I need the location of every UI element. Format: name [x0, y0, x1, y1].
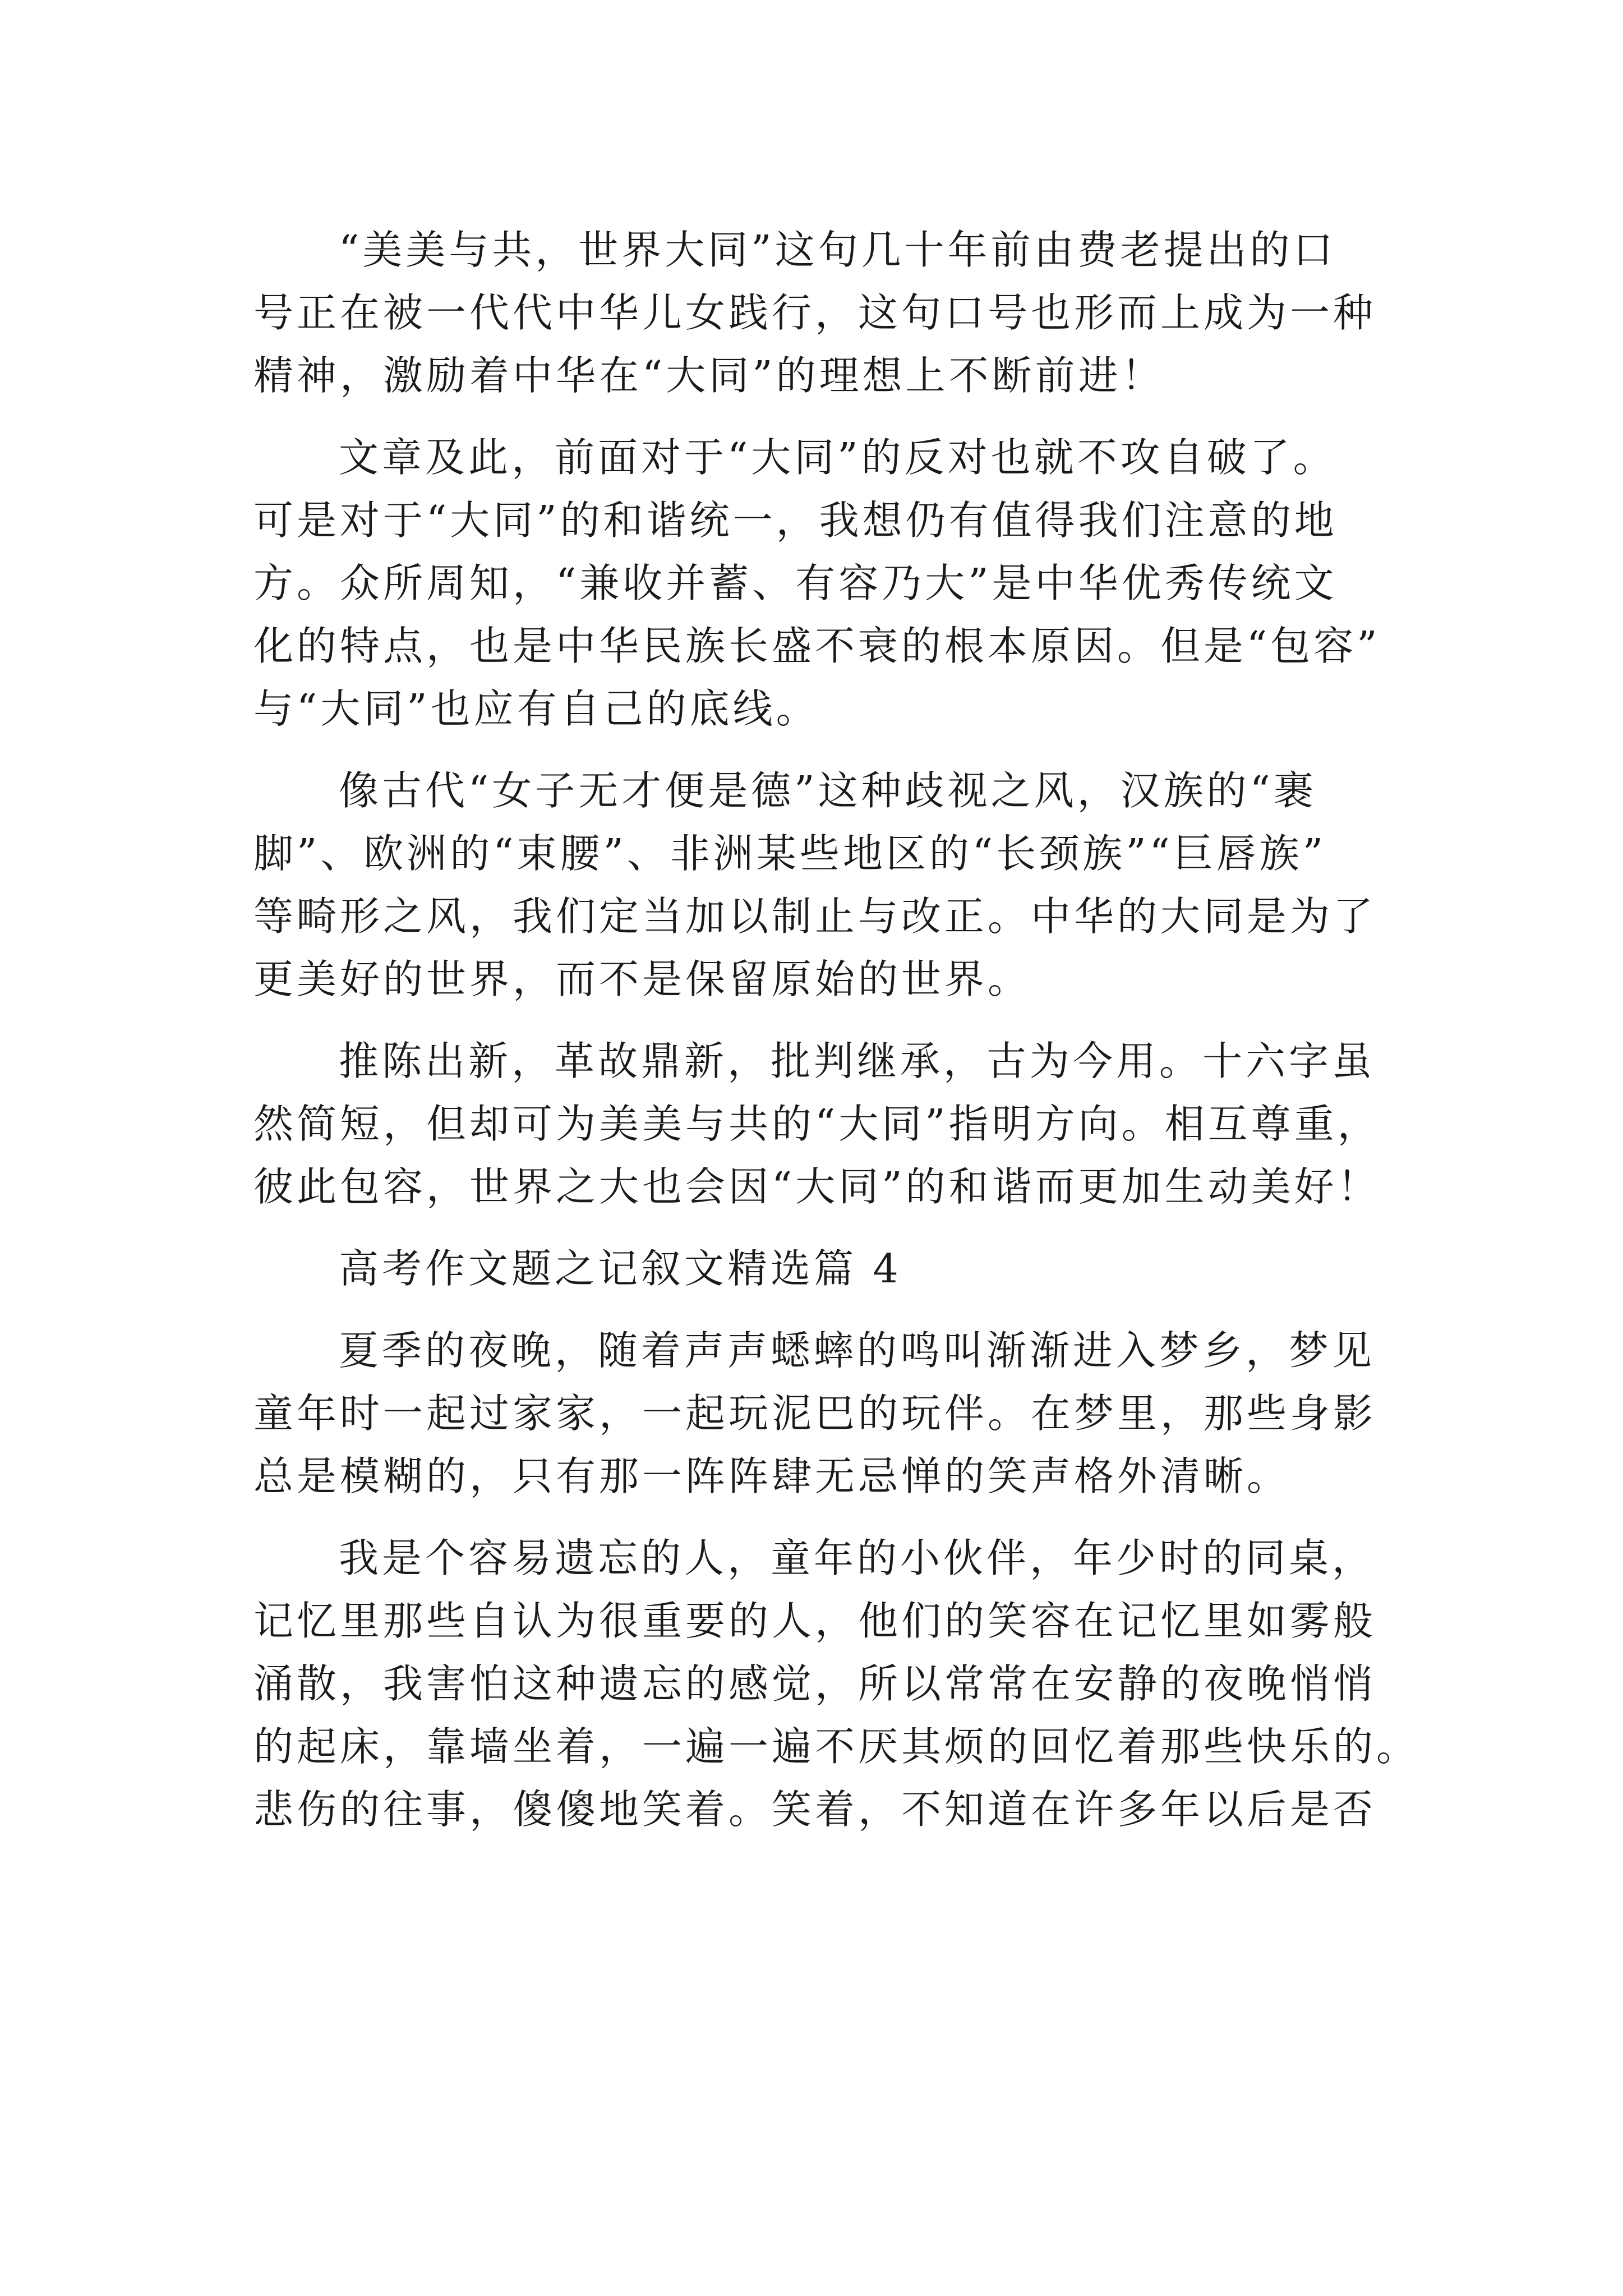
paragraph-6-line-4: 的起床，靠墙坐着，一遍一遍不厌其烦的回忆着那些快乐的。: [253, 1723, 1420, 1770]
paragraph-4-line-1: 推陈出新，革故鼎新，批判继承，古为今用。十六字虽: [339, 1038, 1376, 1084]
paragraph-4-line-2: 然简短，但却可为美美与共的“大同”指明方向。相互尊重，: [253, 1101, 1381, 1147]
paragraph-3-line-4: 更美好的世界，而不是保留原始的世界。: [253, 956, 1031, 1002]
paragraph-2-line-3: 方。众所周知，“兼收并蓄、有容乃大”是中华优秀传统文: [253, 560, 1338, 606]
paragraph-5-line-2: 童年时一起过家家，一起玩泥巴的玩伴。在梦里，那些身影: [253, 1390, 1377, 1437]
paragraph-5-line-1: 夏季的夜晚，随着声声蟋蟀的鸣叫渐渐进入梦乡，梦见: [339, 1327, 1376, 1374]
paragraph-6-line-5: 悲伤的往事，傻傻地笑着。笑着，不知道在许多年以后是否: [253, 1786, 1377, 1833]
paragraph-4-line-3: 彼此包容，世界之大也会因“大同”的和谐而更加生动美好！: [253, 1163, 1381, 1210]
paragraph-2-line-5: 与“大同”也应有自己的底线。: [253, 685, 819, 732]
paragraph-2-line-1: 文章及此，前面对于“大同”的反对也就不攻自破了。: [339, 434, 1336, 481]
paragraph-3-line-2: 脚”、欧洲的“束腰”、非洲某些地区的“长颈族”“巨唇族”: [253, 830, 1327, 877]
paragraph-1-line-2: 号正在被一代代中华儿女践行，这句口号也形而上成为一种: [253, 289, 1377, 336]
document-body: [253, 219, 1420, 1841]
paragraph-1-line-3: 精神，激励着中华在“大同”的理想上不断前进！: [253, 352, 1165, 399]
paragraph-6-line-3: 涌散，我害怕这种遗忘的感觉，所以常常在安静的夜晚悄悄: [253, 1660, 1377, 1707]
paragraph-3-line-1: 像古代“女子无才便是德”这种歧视之风，汉族的“裹: [339, 767, 1317, 814]
paragraph-5-line-3: 总是模糊的，只有那一阵阵肆无忌惮的笑声格外清晰。: [253, 1453, 1290, 1499]
section-heading: 高考作文题之记叙文精选篇 4: [339, 1245, 902, 1292]
paragraph-1-line-1: “美美与共，世界大同”这句几十年前由费老提出的口: [339, 227, 1336, 273]
paragraph-3-line-3: 等畸形之风，我们定当加以制止与改正。中华的大同是为了: [253, 893, 1377, 940]
paragraph-2-line-2: 可是对于“大同”的和谐统一，我想仍有值得我们注意的地: [253, 497, 1338, 544]
paragraph-6-line-1: 我是个容易遗忘的人，童年的小伙伴，年少时的同桌，: [339, 1535, 1376, 1581]
paragraph-2-line-4: 化的特点，也是中华民族长盛不衰的根本原因。但是“包容”: [253, 623, 1381, 669]
paragraph-6-line-2: 记忆里那些自认为很重要的人，他们的笑容在记忆里如雾般: [253, 1598, 1377, 1644]
